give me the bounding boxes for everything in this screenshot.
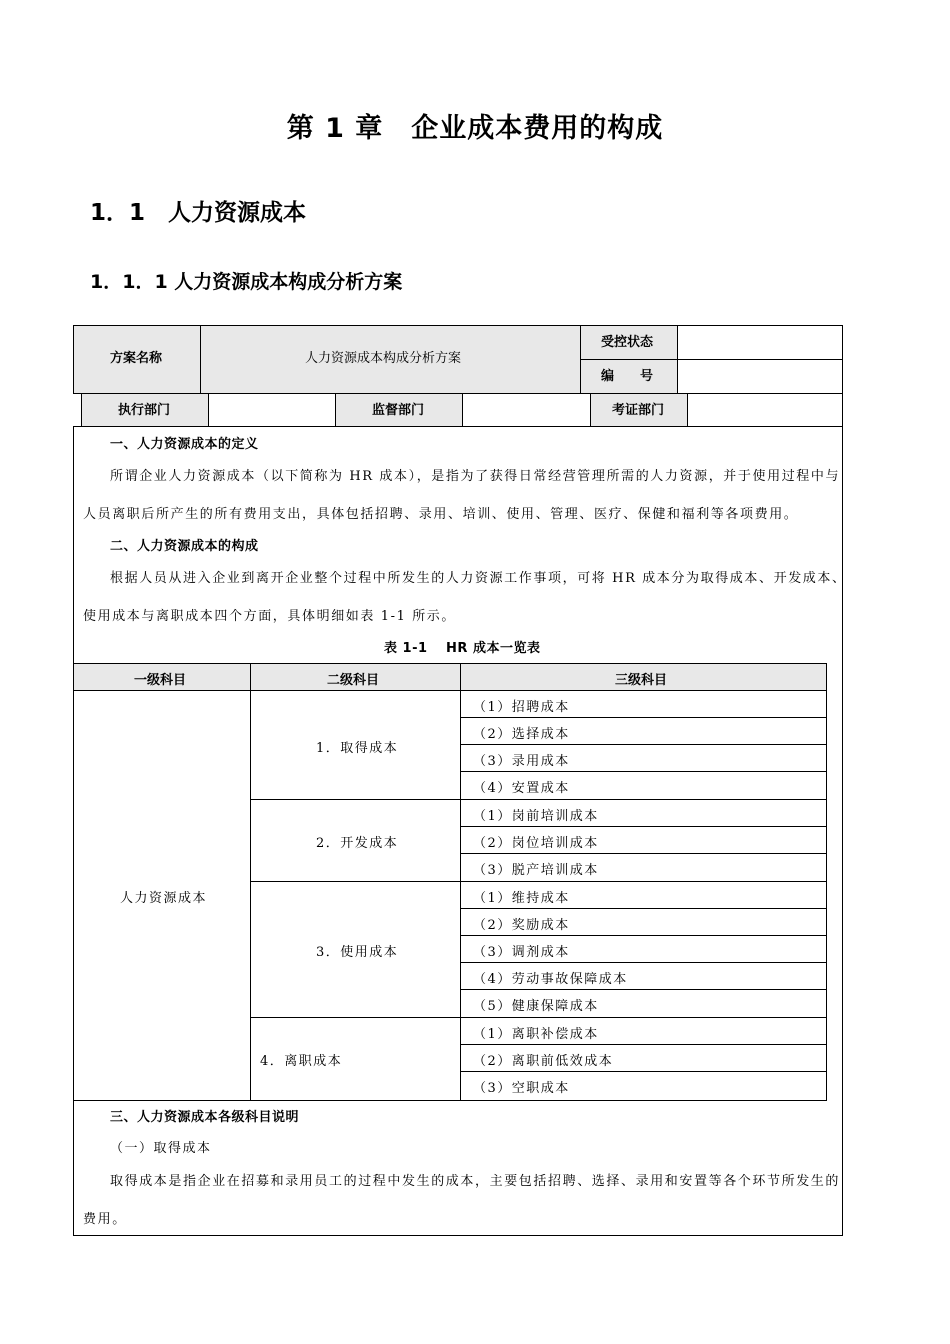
controlled-status-field[interactable] bbox=[678, 326, 842, 359]
col-header-level3: 三级科目 bbox=[615, 673, 668, 688]
col-header-level1: 一级科目 bbox=[134, 673, 187, 688]
verify-dept-field[interactable] bbox=[688, 394, 842, 426]
plan-name-value: 人力资源成本构成分析方案 bbox=[305, 351, 462, 366]
item-cell: （5）健康保障成本 bbox=[473, 999, 599, 1014]
supervise-dept-field[interactable] bbox=[463, 394, 590, 426]
plan-name-label: 方案名称 bbox=[110, 351, 163, 366]
sec2-para-line1: 根据人员从进入企业到离开企业整个过程中所发生的人力资源工作事项，可将 HR 成本分为取得成本、开发成本、 bbox=[110, 571, 847, 586]
sec2-title: 二、人力资源成本的构成 bbox=[110, 539, 259, 554]
item-cell: （1）维持成本 bbox=[473, 891, 570, 906]
exec-dept-field[interactable] bbox=[209, 394, 335, 426]
controlled-status-label: 受控状态 bbox=[601, 335, 654, 350]
item-cell: （4）安置成本 bbox=[473, 781, 570, 796]
item-cell: （2）离职前低效成本 bbox=[473, 1054, 614, 1069]
item-cell: （3）录用成本 bbox=[473, 754, 570, 769]
sec3-title: 三、人力资源成本各级科目说明 bbox=[110, 1110, 300, 1125]
item-cell: （2）选择成本 bbox=[473, 727, 570, 742]
item-cell: （2）岗位培训成本 bbox=[473, 836, 599, 851]
item-cell: （3）脱产培训成本 bbox=[473, 863, 599, 878]
sec1-title: 一、人力资源成本的定义 bbox=[110, 437, 259, 452]
sec3-para-line2: 费用。 bbox=[83, 1212, 127, 1227]
item-cell: （1）岗前培训成本 bbox=[473, 809, 599, 824]
number-label: 编 号 bbox=[601, 369, 654, 384]
cost-table-header-row bbox=[74, 664, 826, 690]
chapter-title: 第 1 章 企业成本费用的构成 bbox=[286, 113, 664, 144]
item-cell: （1）招聘成本 bbox=[473, 700, 570, 715]
col-header-level2: 二级科目 bbox=[327, 673, 380, 688]
number-field[interactable] bbox=[678, 360, 842, 393]
sec1-para-line1: 所谓企业人力资源成本（以下简称为 HR 成本），是指为了获得日常经营管理所需的人力资源，并于使用过程中与 bbox=[110, 469, 841, 484]
group-name: 2．开发成本 bbox=[316, 836, 399, 851]
table-caption: 表 1-1 HR 成本一览表 bbox=[384, 641, 541, 656]
sec3-sub1: （一）取得成本 bbox=[110, 1141, 212, 1156]
item-cell: （3）空职成本 bbox=[473, 1081, 570, 1096]
subsection-title: 1．1．1 人力资源成本构成分析方案 bbox=[90, 271, 403, 293]
exec-dept-label: 执行部门 bbox=[118, 403, 171, 418]
group-name: 3．使用成本 bbox=[316, 945, 399, 960]
item-cell: （2）奖励成本 bbox=[473, 918, 570, 933]
level1-cell: 人力资源成本 bbox=[120, 891, 208, 906]
item-cell: （3）调剂成本 bbox=[473, 945, 570, 960]
supervise-dept-label: 监督部门 bbox=[372, 403, 425, 418]
verify-dept-label: 考证部门 bbox=[612, 403, 665, 418]
item-cell: （4）劳动事故保障成本 bbox=[473, 972, 628, 987]
sec1-para-line2: 人员离职后所产生的所有费用支出，具体包括招聘、录用、培训、使用、管理、医疗、保健和福利等各项费用。 bbox=[83, 507, 799, 522]
item-cell: （1）离职补偿成本 bbox=[473, 1027, 599, 1042]
sec2-para-line2: 使用成本与离职成本四个方面，具体明细如表 1-1 所示。 bbox=[83, 609, 456, 624]
group-name: 4．离职成本 bbox=[260, 1054, 343, 1069]
sec3-para-line1: 取得成本是指企业在招募和录用员工的过程中发生的成本，主要包括招聘、选择、录用和安置等各个环节所发生的 bbox=[110, 1174, 841, 1189]
section-title: 1．1 人力资源成本 bbox=[90, 200, 307, 226]
group-name: 1．取得成本 bbox=[316, 741, 399, 756]
